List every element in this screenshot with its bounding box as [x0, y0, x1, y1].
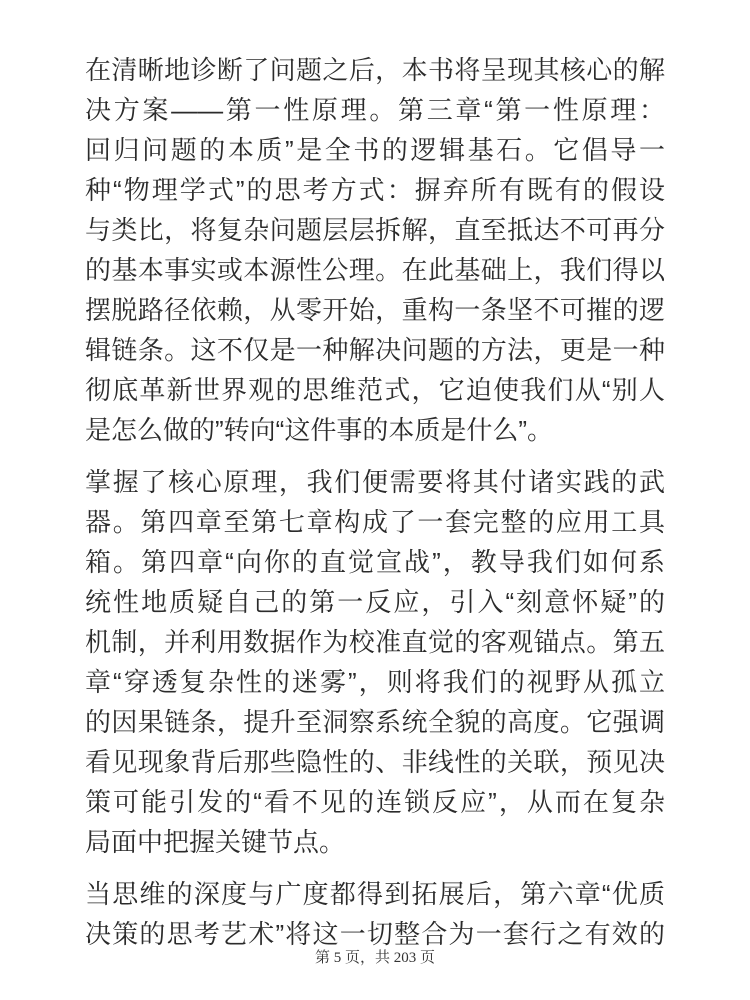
- text-line: 箱。第四章“向你的直觉宣战”，教导我们如何系: [85, 547, 665, 577]
- text-line: 局面中把握关键节点。: [85, 827, 346, 857]
- paragraph: [85, 874, 665, 954]
- text-line: 是怎么做的”转向“这件事的本质是什么”。: [85, 415, 553, 445]
- text-line: 章“穿透复杂性的迷雾”，则将我们的视野从孤立: [85, 667, 665, 697]
- document-body: [85, 50, 665, 954]
- paragraph: [85, 50, 665, 450]
- text-line: 当思维的深度与广度都得到拓展后，第六章“优质: [85, 879, 665, 909]
- text-line: 辑链条。这不仅是一种解决问题的方法，更是一种: [85, 335, 665, 365]
- paragraph: [85, 462, 665, 862]
- text-line: 器。第四章至第七章构成了一套完整的应用工具: [85, 507, 665, 537]
- text-line: 彻底革新世界观的思维范式，它迫使我们从“别人: [85, 375, 665, 405]
- page-number-label: 第 5 页，共 203 页: [314, 950, 435, 966]
- text-line: 决策的思考艺术”将这一切整合为一套行之有效的: [85, 919, 665, 949]
- text-line: 统性地质疑自己的第一反应，引入“刻意怀疑”的: [85, 587, 665, 617]
- text-line: 回归问题的本质”是全书的逻辑基石。它倡导一: [85, 135, 665, 165]
- text-line: 机制，并利用数据作为校准直觉的客观锚点。第五: [85, 627, 665, 657]
- text-line: 看见现象背后那些隐性的、非线性的关联，预见决: [85, 747, 665, 777]
- text-line: 摆脱路径依赖，从零开始，重构一条坚不可摧的逻: [85, 295, 665, 325]
- text-line: 的因果链条，提升至洞察系统全貌的高度。它强调: [85, 707, 665, 737]
- text-line: 策可能引发的“看不见的连锁反应”，从而在复杂: [85, 787, 665, 817]
- page-footer: [0, 948, 750, 968]
- text-line: 种“物理学式”的思考方式：摒弃所有既有的假设: [85, 175, 665, 205]
- text-line: 与类比，将复杂问题层层拆解，直至抵达不可再分: [85, 215, 665, 245]
- text-line: 掌握了核心原理，我们便需要将其付诸实践的武: [85, 467, 665, 497]
- text-line: 在清晰地诊断了问题之后，本书将呈现其核心的解: [85, 55, 665, 85]
- text-line: 决方案——第一性原理。第三章“第一性原理：: [85, 95, 665, 125]
- text-line: 的基本事实或本源性公理。在此基础上，我们得以: [85, 255, 665, 285]
